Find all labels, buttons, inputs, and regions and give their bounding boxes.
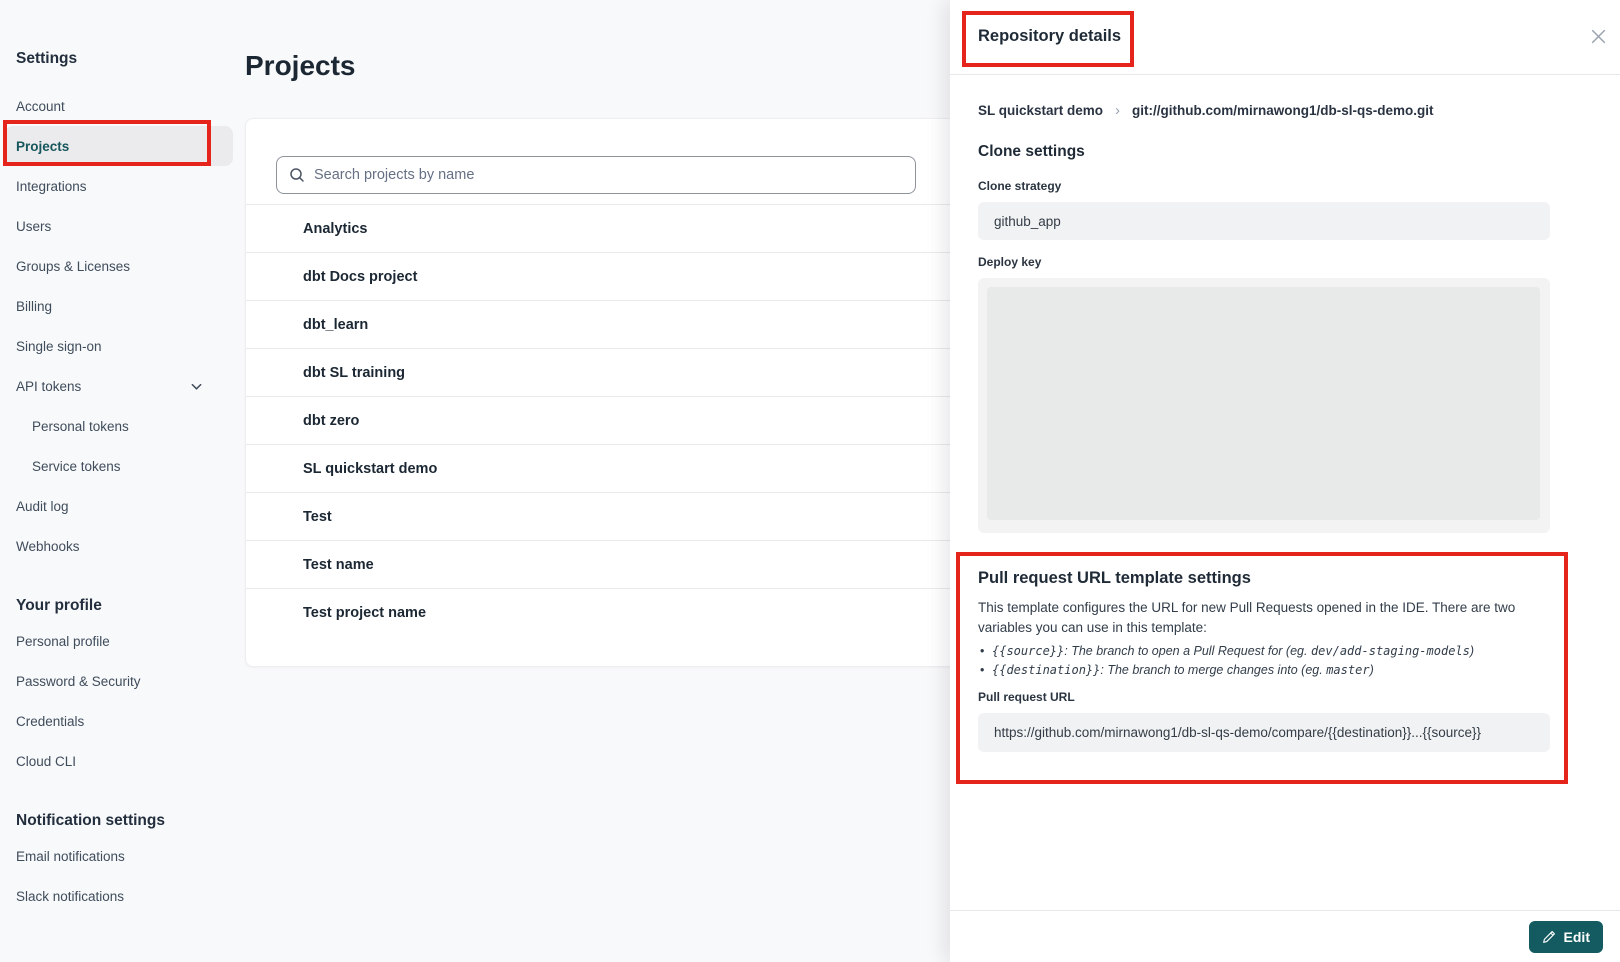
breadcrumb — [978, 99, 1550, 121]
pr-template-heading: Pull request URL template settings — [978, 569, 1251, 587]
source-variable-text: : The branch to open a Pull Request for (eg. — [1064, 644, 1311, 658]
sidebar-heading-notification-settings: Notification settings — [16, 812, 165, 829]
sidebar-item-label: Cloud CLI — [16, 753, 77, 769]
sidebar-item-label: Personal tokens — [32, 418, 129, 434]
sidebar-item-personal-tokens[interactable] — [5, 406, 233, 446]
sidebar-item-label: Groups & Licenses — [16, 258, 131, 274]
sidebar-item-label: Billing — [16, 298, 53, 314]
pr-template-description: This template configures the URL for new Pull Requests opened in the IDE. There are two variables you can use in this template: — [978, 600, 1516, 635]
sidebar-heading-your-profile: Your profile — [16, 597, 102, 614]
sidebar-item-personal-profile[interactable] — [5, 621, 233, 661]
sidebar-item-label: Slack notifications — [16, 888, 125, 904]
deploy-key-redacted-value — [987, 287, 1540, 520]
project-row[interactable]: Test project name — [246, 588, 1389, 636]
panel-body — [950, 99, 1620, 752]
sidebar-item-label: Credentials — [16, 713, 85, 729]
sidebar-item-label: Personal profile — [16, 633, 110, 649]
edit-button-label: Edit — [1563, 929, 1590, 945]
close-icon[interactable] — [1588, 26, 1608, 46]
sidebar-item-label: Webhooks — [16, 538, 80, 554]
sidebar-item-label: Single sign-on — [16, 338, 102, 354]
clone-strategy-field: github_app — [978, 202, 1550, 240]
sidebar-item-single-sign-on[interactable] — [5, 326, 233, 366]
sidebar-item-label: Service tokens — [32, 458, 121, 474]
panel-header — [950, 0, 1620, 75]
project-search — [276, 156, 916, 194]
chevron-right-icon: › — [1115, 101, 1121, 119]
pr-variable-destination — [978, 661, 1550, 680]
sidebar-item-billing[interactable] — [5, 286, 233, 326]
pr-template-variables-list — [978, 642, 1550, 680]
clone-settings-heading: Clone settings — [978, 143, 1085, 160]
project-row[interactable]: Test name — [246, 540, 1389, 588]
sidebar-item-email-notifications[interactable] — [5, 836, 233, 876]
search-input[interactable] — [314, 167, 903, 183]
pull-request-url-label: Pull request URL — [978, 690, 1075, 704]
deploy-key-field — [978, 278, 1550, 533]
sidebar-item-label: Users — [16, 218, 52, 234]
source-variable-example: dev/add-staging-models — [1310, 644, 1470, 658]
sidebar-item-password-security[interactable] — [5, 661, 233, 701]
edit-button[interactable] — [1529, 921, 1603, 953]
chevron-down-icon[interactable] — [190, 380, 203, 393]
sidebar-item-label: Password & Security — [16, 673, 141, 689]
project-row[interactable]: dbt_learn — [246, 300, 1389, 348]
sidebar-item-label: Account — [16, 98, 65, 114]
pull-request-url-field: https://github.com/mirnawong1/db-sl-qs-demo/compare/{{destination}}...{{source}} — [978, 713, 1550, 752]
settings-sidebar — [0, 0, 245, 962]
sidebar-item-service-tokens[interactable] — [5, 446, 233, 486]
sidebar-item-integrations[interactable] — [5, 166, 233, 206]
project-row[interactable]: dbt SL training — [246, 348, 1389, 396]
sidebar-item-account[interactable] — [5, 86, 233, 126]
sidebar-item-label: Integrations — [16, 178, 87, 194]
breadcrumb-project[interactable]: SL quickstart demo — [978, 102, 1104, 118]
deploy-key-label: Deploy key — [978, 255, 1042, 269]
source-variable-suffix: ) — [1469, 644, 1475, 658]
sidebar-item-webhooks[interactable] — [5, 526, 233, 566]
clone-strategy-label: Clone strategy — [978, 179, 1062, 193]
sidebar-item-credentials[interactable] — [5, 701, 233, 741]
sidebar-item-label: Audit log — [16, 498, 69, 514]
destination-variable-suffix: ) — [1369, 663, 1374, 677]
sidebar-item-cloud-cli[interactable] — [5, 741, 233, 781]
breadcrumb-repo-url: git://github.com/mirnawong1/db-sl-qs-demo.git — [1132, 102, 1434, 118]
sidebar-item-users[interactable] — [5, 206, 233, 246]
page-title: Projects — [245, 50, 356, 81]
sidebar-title: Settings — [16, 50, 78, 67]
sidebar-item-label: API tokens — [16, 378, 82, 394]
project-row[interactable]: Test — [246, 492, 1389, 540]
sidebar-item-audit-log[interactable] — [5, 486, 233, 526]
search-icon — [289, 167, 305, 183]
project-row[interactable]: dbt Docs project — [246, 252, 1389, 300]
destination-variable-text: : The branch to merge changes into (eg. — [1100, 663, 1327, 677]
sidebar-item-projects[interactable] — [5, 126, 233, 166]
pr-variable-source — [978, 642, 1550, 661]
sidebar-item-api-tokens[interactable] — [5, 366, 233, 406]
source-variable-code: {{source}} — [992, 644, 1065, 658]
panel-footer — [950, 910, 1620, 962]
sidebar-item-label: Email notifications — [16, 848, 125, 864]
project-row[interactable]: SL quickstart demo — [246, 444, 1389, 492]
sidebar-item-label: Projects — [16, 138, 70, 154]
pencil-icon — [1542, 930, 1556, 944]
repository-details-panel — [950, 0, 1620, 962]
destination-variable-example: master — [1326, 663, 1370, 677]
destination-variable-code: {{destination}} — [992, 663, 1101, 677]
sidebar-item-slack-notifications[interactable] — [5, 876, 233, 916]
project-row[interactable]: dbt zero — [246, 396, 1389, 444]
sidebar-item-groups-licenses[interactable] — [5, 246, 233, 286]
project-row[interactable]: Analytics — [246, 204, 1389, 252]
panel-title: Repository details — [978, 27, 1122, 45]
